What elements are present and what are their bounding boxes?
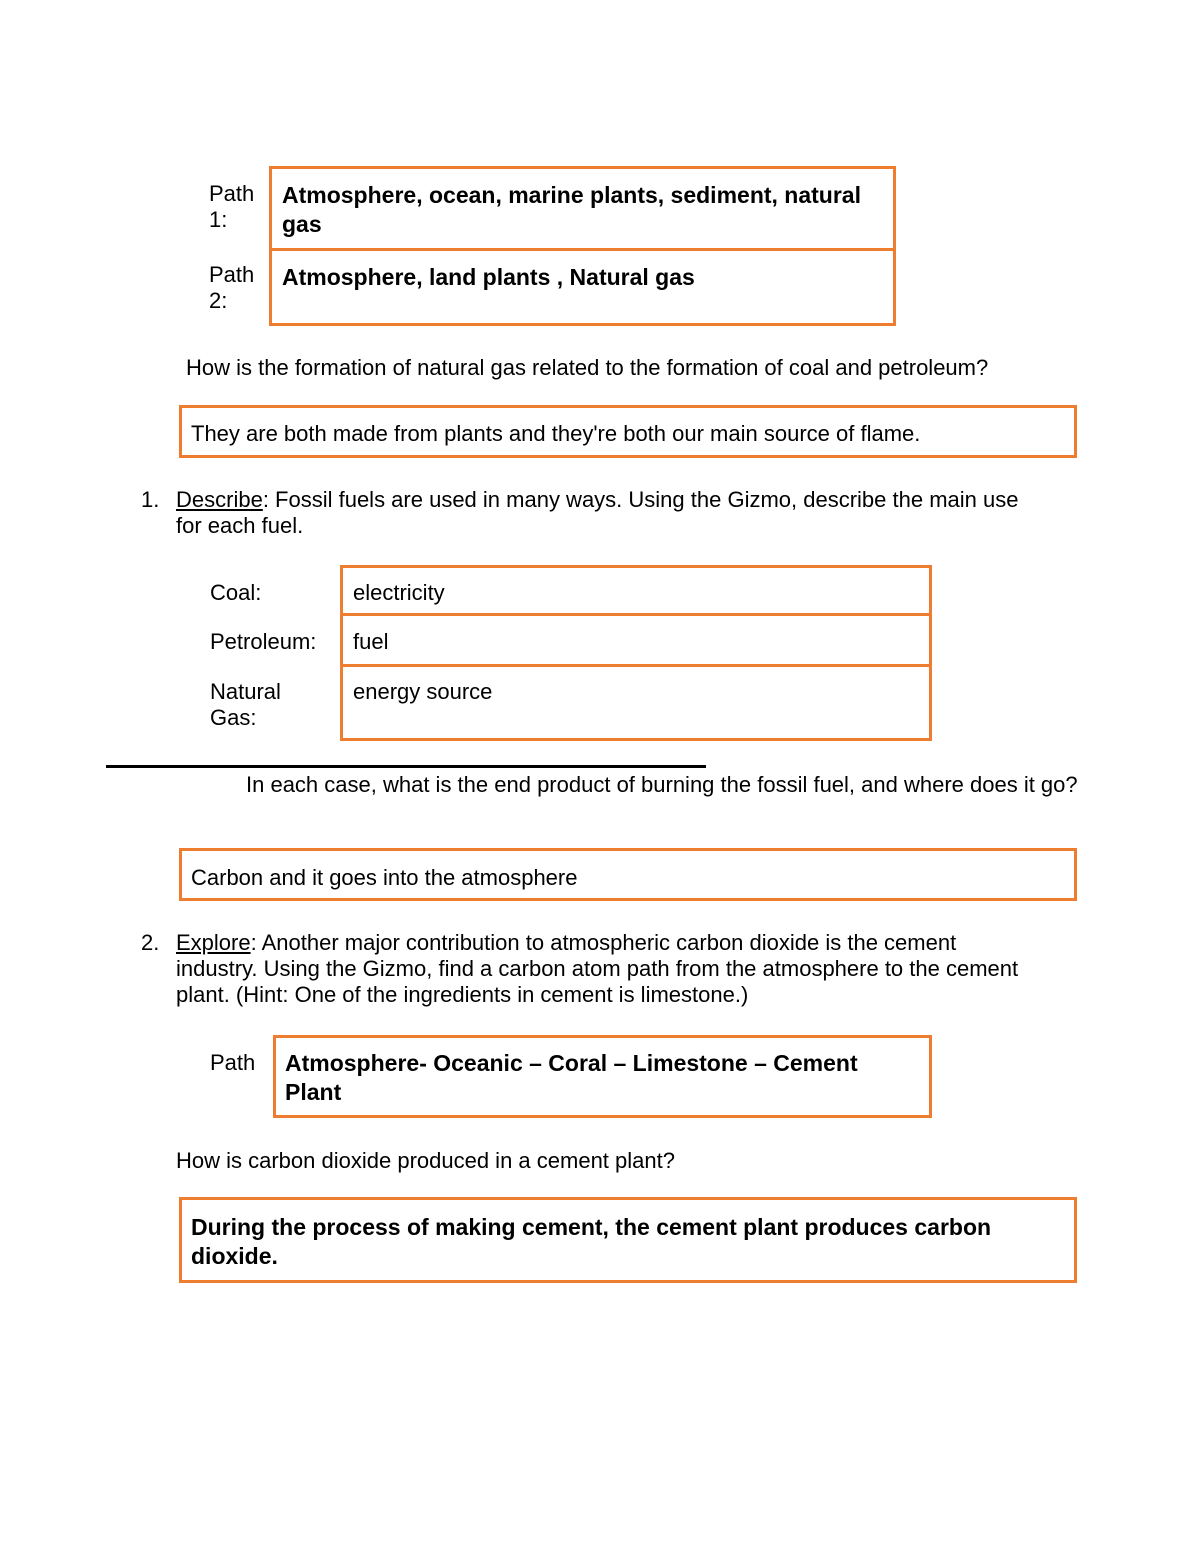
cement-answer: During the process of making cement, the cement plant produces carbon dioxide. [191,1214,992,1269]
path2-answer: Atmosphere, land plants , Natural gas [282,264,695,290]
natural-gas-answer-2: energy source [353,679,493,704]
item2-text [176,930,1036,1008]
end-product-question: In each case, what is the end product of burning the fossil fuel, and where does it go? [246,772,1078,797]
petroleum-label: Petroleum: [210,629,317,654]
petroleum-answer-box[interactable] [340,613,932,667]
cement-path-answer: Atmosphere- Oceanic – Coral – Limestone – Cement Plant [285,1050,858,1105]
item1-keyword: Describe [176,487,263,512]
end-product-answer: Carbon and it goes into the atmosphere [191,865,578,890]
petroleum-answer: fuel [353,629,389,654]
natural-gas-question: How is the formation of natural gas related to the formation of coal and petroleum? [186,355,989,380]
item2-keyword: Explore [176,930,251,955]
cement-path-label: Path [210,1050,256,1075]
path1-answer: Atmosphere, ocean, marine plants, sediment, natural gas [282,182,861,237]
coal-answer: electricity [353,580,445,605]
item1-body: : Fossil fuels are used in many ways. Using the Gizmo, describe the main use for each fuel. [176,487,1019,538]
section-divider [106,765,706,768]
item2-body: : Another major contribution to atmospheric carbon dioxide is the cement industry. Using the Gizmo, find a carbon atom path from the atmosphere to the cement plant. (Hint: One of the ingredients in cement is limestone.) [176,930,1019,1007]
path1-label: Path 1: [209,181,255,232]
item1-text [176,487,1046,539]
cement-question: How is carbon dioxide produced in a cement plant? [176,1148,675,1173]
item1-number: 1. [141,487,160,512]
item2-number: 2. [141,930,160,955]
natural-gas-label: Natural Gas: [210,679,281,730]
coal-label: Coal: [210,580,262,605]
natural-gas-answer: They are both made from plants and they're both our main source of flame. [191,421,921,446]
path2-label: Path 2: [209,262,255,313]
